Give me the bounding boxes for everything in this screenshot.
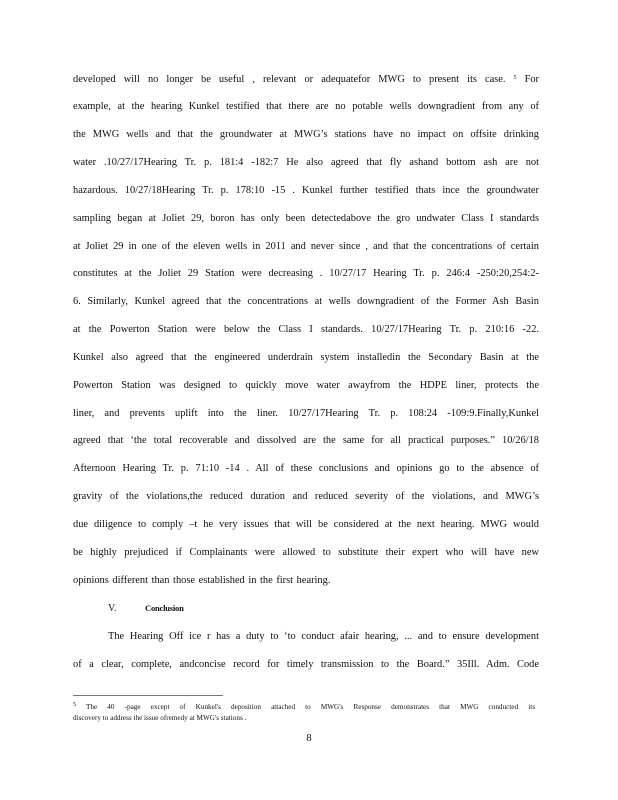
body-line: constitutes at the Joliet 29 Station were decreasing . 10/27/17 Hearing Tr. p. 246:4 -250:20,254:2- <box>73 268 539 279</box>
section-number: V. <box>108 603 117 614</box>
body-line-text: developed will no longer be useful , relevant or adequatefor MWG to present its case. <box>73 74 506 85</box>
body-line: due diligence to comply –t he very issues that will be considered at the next hearing. MWG would <box>73 519 539 530</box>
body-line: at the Powerton Station were below the Class I standards. 10/27/17Hearing Tr. p. 210:16 -22. <box>73 324 539 335</box>
body-line: water .10/27/17Hearing Tr. p. 181:4 -182:7 He also agreed that fly ashand bottom ash are not <box>73 157 539 168</box>
section-heading <box>108 602 184 615</box>
body-line: liner, and prevents uplift into the liner. 10/27/17Hearing Tr. p. 108:24 -109:9.Finally,Kunkel <box>73 408 539 419</box>
body-line: Afternoon Hearing Tr. p. 71:10 -14 . All of these conclusions and opinions go to the absence of <box>73 463 539 474</box>
page-number: 8 <box>306 733 312 744</box>
body-line: sampling began at Joliet 29, boron has only been detectedabove the gro undwater Class I standards <box>73 213 539 224</box>
body-line: the MWG wells and that the groundwater at MWG’s stations have no impact on offsite drinking <box>73 129 539 140</box>
footnote-line: discovery to address the issue ofremedy at MWG's stations . <box>73 714 247 722</box>
footnote-separator <box>73 695 223 696</box>
conclusion-line: of a clear, complete, andconcise record for timely transmission to the Board.” 35Ill. Adm. Code <box>73 659 539 670</box>
body-line: at Joliet 29 in one of the eleven wells in 2011 and never since , and that the concentrations of certain <box>73 241 539 252</box>
body-line: hazardous. 10/27/18Hearing Tr. p. 178:10 -15 . Kunkel further testified thats ince the groundwater <box>73 185 539 196</box>
footnote-marker: 5 <box>513 75 517 81</box>
body-line: opinions different than those established in the first hearing. <box>73 575 331 586</box>
footnote-text: The 40 -page except of Kunkel's deposition attached to MWG's Response demonstrates that MWG conducted its <box>86 703 535 711</box>
body-line: example, at the hearing Kunkel testified that there are no potable wells downgradient from any of <box>73 101 539 112</box>
body-line: be highly prejudiced if Complainants were allowed to substitute their expert who will have new <box>73 547 539 558</box>
footnote-line <box>73 703 535 712</box>
body-line-tail: For <box>524 74 539 85</box>
body-line: Powerton Station was designed to quickly move water awayfrom the HDPE liner, protects the <box>73 380 539 391</box>
body-line: gravity of the violations,the reduced duration and reduced severity of the violations, and MWG’s <box>73 491 539 502</box>
conclusion-line: The Hearing Off ice r has a duty to ‘to conduct afair hearing, ... and to ensure development <box>108 631 539 642</box>
body-line <box>73 74 539 86</box>
body-line: agreed that ‘the total recoverable and dissolved are the same for all practical purposes.” 10/26/18 <box>73 435 539 446</box>
body-line: Kunkel also agreed that the engineered underdrain system installedin the Secondary Basin at the <box>73 352 539 363</box>
section-title: Conclusion <box>145 603 184 613</box>
body-line: 6. Similarly, Kunkel agreed that the concentrations at wells downgradient of the Former Ash Basin <box>73 296 539 307</box>
footnote-number: 5 <box>73 702 76 708</box>
